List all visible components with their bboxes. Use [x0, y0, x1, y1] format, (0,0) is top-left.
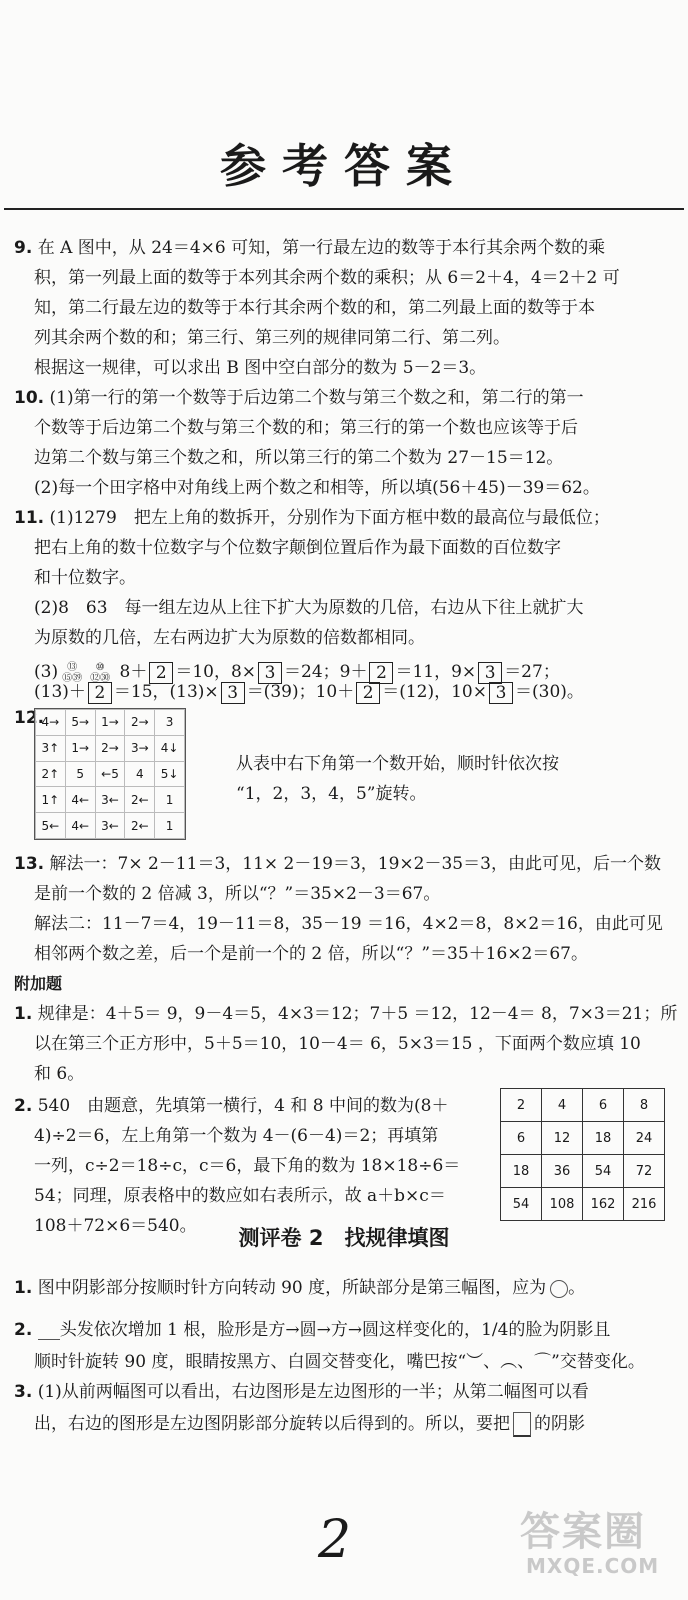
grid-row: [36, 761, 185, 787]
e2-line-2: 4)÷2＝6，左上角第一个数为 4－(6－4)＝2；再填第: [34, 1126, 439, 1146]
e2-line-4: 54；同理，原表格中的数应如右表所示，故 a＋b×c＝: [34, 1186, 446, 1206]
boxed-answer: 2: [356, 682, 380, 704]
page-title: 参考答案: [220, 139, 468, 193]
grid-row: [36, 813, 185, 839]
grid-row: [36, 787, 185, 813]
s3-line-1: [14, 1380, 589, 1404]
grid-cell: 4←: [65, 787, 95, 813]
table-cell: 36: [542, 1155, 583, 1188]
answer-table: [500, 1088, 665, 1221]
watermark-url: MXQE.COM: [526, 1554, 660, 1578]
s2-line-2: 顺时针旋转 90 度，眼睛按黑方、白圆交替变化，嘴巴按“︶、︵、⌒”交替变化。: [34, 1352, 645, 1372]
boxed-answer: 2: [149, 662, 173, 684]
table-cell: 4: [542, 1089, 583, 1122]
shaded-shape-icon: [513, 1412, 531, 1437]
boxed-answer: 3: [221, 682, 245, 704]
watermark-logo: [510, 1500, 680, 1590]
q11-number: 11.: [14, 508, 45, 528]
q10-line-3: 边第二个数与第三个数之和，所以第三行的第二个数为 27－15＝12。: [34, 448, 564, 468]
table-cell: 108: [542, 1188, 583, 1221]
grid-cell: 3→: [125, 735, 155, 761]
q9-line-4: 列其余两个数的和；第三行、第三列的规律同第二行、第二列。: [34, 328, 510, 348]
grid-cell: 5↓: [155, 761, 185, 787]
circled-bottom-2: ⑫㉚: [90, 672, 111, 684]
eq2-text-4: ＝(12)，10×: [382, 682, 487, 702]
s3-text-3: 的阴影: [534, 1414, 585, 1434]
q11-line-5: 为原数的几倍，左右两边扩大为原数的倍数都相同。: [34, 628, 425, 648]
s3-text-2: 出，右边的图形是左边图阴影部分旋转以后得到的。所以，要把: [34, 1414, 510, 1434]
grid-cell: 2←: [125, 787, 155, 813]
table-row: [501, 1155, 665, 1188]
grid-cell: 1→: [65, 735, 95, 761]
table-cell: 54: [583, 1155, 624, 1188]
eq2-text-5: ＝(30)。: [515, 682, 584, 702]
table-cell: 18: [501, 1155, 542, 1188]
e2-line-5: 108＋72×6＝540。: [34, 1216, 197, 1236]
table-row: [501, 1089, 665, 1122]
grid-cell: ←5: [95, 761, 125, 787]
q13-line-2: 是前一个数的 2 倍减 3，所以“？”＝35×2－3＝67。: [34, 884, 441, 904]
table-cell: 6: [583, 1089, 624, 1122]
boxed-answer: 2: [88, 682, 112, 704]
extra-heading: 附加题: [14, 974, 63, 993]
grid-cell: 4←: [65, 813, 95, 839]
table-cell: 8: [624, 1089, 665, 1122]
rotation-grid-table: [35, 709, 185, 839]
table-cell: 18: [583, 1122, 624, 1155]
q13-line-1: [14, 852, 661, 876]
e1-number: 1.: [14, 1004, 33, 1024]
q13-text-1: 解法一：7× 2－11＝3，11× 2－19＝3，19×2－35＝3，由此可见，后一个数: [49, 854, 661, 874]
table-cell: 72: [624, 1155, 665, 1188]
q12-line-1: 从表中右下角第一个数开始，顺时针依次按: [236, 754, 559, 774]
boxed-answer: 3: [489, 682, 513, 704]
rotation-grid: [34, 708, 186, 840]
circled-top-1: ⑬: [67, 661, 78, 673]
grid-cell: 3↑: [36, 735, 66, 761]
q12-number: 12.: [14, 708, 45, 728]
q10-line-1: [14, 386, 584, 410]
grid-cell: 2↑: [36, 761, 66, 787]
grid-cell: 1→: [95, 710, 125, 736]
q9-number: 9.: [14, 238, 33, 258]
q10-number: 10.: [14, 388, 45, 408]
e2-line-1: [14, 1094, 448, 1118]
q10-text-1: (1)第一行的第一个数等于后边第二个数与第三个数之和，第二行的第一: [49, 388, 584, 408]
q11-text-1: (1)1279 把左上角的数拆开，分别作为下面方框中数的最高位与最低位；: [49, 508, 610, 528]
e1-text-1: 规律是：4＋5＝ 9，9－4＝5，4×3＝12；7＋5 ＝12，12－4＝ 8，7×3＝21；所: [37, 1004, 678, 1024]
eq-text-2: ＝10，8×: [175, 662, 257, 682]
watermark-text: 答案圈: [520, 1509, 646, 1555]
eq-text-4: ＝11，9×: [395, 662, 477, 682]
page-number: 2: [318, 1510, 352, 1570]
eq2-text-3: ＝(39)；10＋: [246, 682, 355, 702]
s2-text-1: 头发依次增加 1 根，脸形是方→圆→方→圆这样变化的，: [59, 1320, 482, 1340]
q9-line-1: [14, 236, 605, 260]
q9-line-2: 积，第一列最上面的数等于本列其余两个数的乘积；从 6＝2＋4，4＝2＋2 可: [34, 268, 620, 288]
table-cell: 24: [624, 1122, 665, 1155]
circled-top-2: ⑩: [95, 661, 105, 673]
eq-text-3: ＝24；9＋: [284, 662, 368, 682]
e1-line-3: 和 6。: [34, 1064, 85, 1084]
section-title: 测评卷 2 找规律填图: [238, 1226, 450, 1250]
grid-cell: 5←: [36, 813, 66, 839]
table-cell: 2: [501, 1089, 542, 1122]
s1-text-2: 。: [568, 1278, 586, 1298]
grid-cell: 1↑: [36, 787, 66, 813]
table-row: [501, 1188, 665, 1221]
s2-line-1: [14, 1318, 610, 1342]
hair-face-icon: [38, 1321, 60, 1340]
title-divider: [4, 208, 684, 210]
e1-line-2: 以在第三个正方形中，5＋5＝10，10－4＝ 6，5×3＝15 ，下面两个数应填 10: [34, 1034, 641, 1054]
q12-line-2: “1，2，3，4，5”旋转。: [236, 784, 427, 804]
s2-text-2: 的脸为阴影且: [508, 1320, 611, 1340]
s2-number: 2.: [14, 1320, 33, 1340]
table-cell: 162: [583, 1188, 624, 1221]
boxed-answer: 2: [369, 662, 393, 684]
s1-number: 1.: [14, 1278, 33, 1298]
q13-line-3: 解法二：11－7＝4，19－11＝8，35－19 ＝16，4×2＝8，8×2＝16，由此可见: [34, 914, 663, 934]
grid-cell: 3: [155, 710, 185, 736]
grid-cell: 4: [125, 761, 155, 787]
grid-cell: 1: [155, 813, 185, 839]
grid-cell: 3←: [95, 787, 125, 813]
q11-line-4: (2)8 63 每一组左边从上往下扩大为原数的几倍，右边从下往上就扩大: [34, 598, 584, 618]
s3-text-1: (1)从前两幅图可以看出，右边图形是左边图形的一半；从第二幅图可以看: [37, 1382, 589, 1402]
boxed-answer: 3: [258, 662, 282, 684]
table-cell: 12: [542, 1122, 583, 1155]
grid-row: [36, 710, 185, 736]
table-cell: 54: [501, 1188, 542, 1221]
e2-number: 2.: [14, 1096, 33, 1116]
q9-line-3: 知，第二行最左边的数等于本行其余两个数的和，第二列最上面的数等于本: [34, 298, 595, 318]
q10-line-2: 个数等于后边第二个数与第三个数的和；第三行的第一个数也应该等于后: [34, 418, 578, 438]
s1-line-1: [14, 1276, 585, 1300]
q9-text-1: 在 A 图中，从 24＝4×6 可知，第一行最左边的数等于本行其余两个数的乘: [37, 238, 606, 258]
circled-bottom-1: ⑮㊴: [62, 672, 83, 684]
fraction: 1/4: [481, 1320, 509, 1340]
grid-cell: 5: [65, 761, 95, 787]
e2-line-3: 一列，c÷2＝18÷c，c＝6，最下角的数为 18×18÷6＝: [34, 1156, 461, 1176]
grid-cell: 2→: [125, 710, 155, 736]
grid-cell: 4↓: [155, 735, 185, 761]
eq-text-5: ＝27；: [504, 662, 560, 682]
q11-line-1: [14, 506, 610, 530]
grid-cell: 3←: [95, 813, 125, 839]
eq2-text-1: (13)＋: [34, 682, 86, 702]
rotated-figure-icon: [550, 1280, 568, 1298]
q11-line-2: 把右上角的数十位数字与个位数字颠倒位置后作为最下面数的百位数字: [34, 538, 561, 558]
grid-cell: 2←: [125, 813, 155, 839]
q13-line-4: 相邻两个数之差，后一个是前一个的 2 倍，所以“？”＝35＋16×2＝67。: [34, 944, 588, 964]
q11-part3-label: (3): [34, 662, 59, 682]
table-row: [501, 1122, 665, 1155]
grid-cell: 2→: [95, 735, 125, 761]
grid-cell: 5→: [65, 710, 95, 736]
eq2-text-2: ＝15，(13)×: [113, 682, 219, 702]
boxed-answer: 3: [478, 662, 502, 684]
q13-number: 13.: [14, 854, 45, 874]
grid-row: [36, 735, 185, 761]
q9-line-5: 根据这一规律，可以求出 B 图中空白部分的数为 5－2＝3。: [34, 358, 487, 378]
s3-number: 3.: [14, 1382, 33, 1402]
table-cell: 6: [501, 1122, 542, 1155]
grid-cell: 1: [155, 787, 185, 813]
q11-line-3: 和十位数字。: [34, 568, 136, 588]
s3-line-2: [34, 1412, 585, 1437]
table-cell: 216: [624, 1188, 665, 1221]
eq-text-1: 8＋: [119, 662, 148, 682]
q10-line-4: (2)每一个田字格中对角线上两个数之和相等，所以填(56＋45)－39＝62。: [34, 478, 600, 498]
q11-line-7-final: [34, 680, 584, 704]
e2-text-1: 540 由题意，先填第一横行，4 和 8 中间的数为(8＋: [37, 1096, 449, 1116]
grid-cell: 4→: [36, 710, 66, 736]
e1-line-1: [14, 1002, 677, 1026]
s1-text-1: 图中阴影部分按顺时针方向转动 90 度，所缺部分是第三幅图，应为: [37, 1278, 547, 1298]
